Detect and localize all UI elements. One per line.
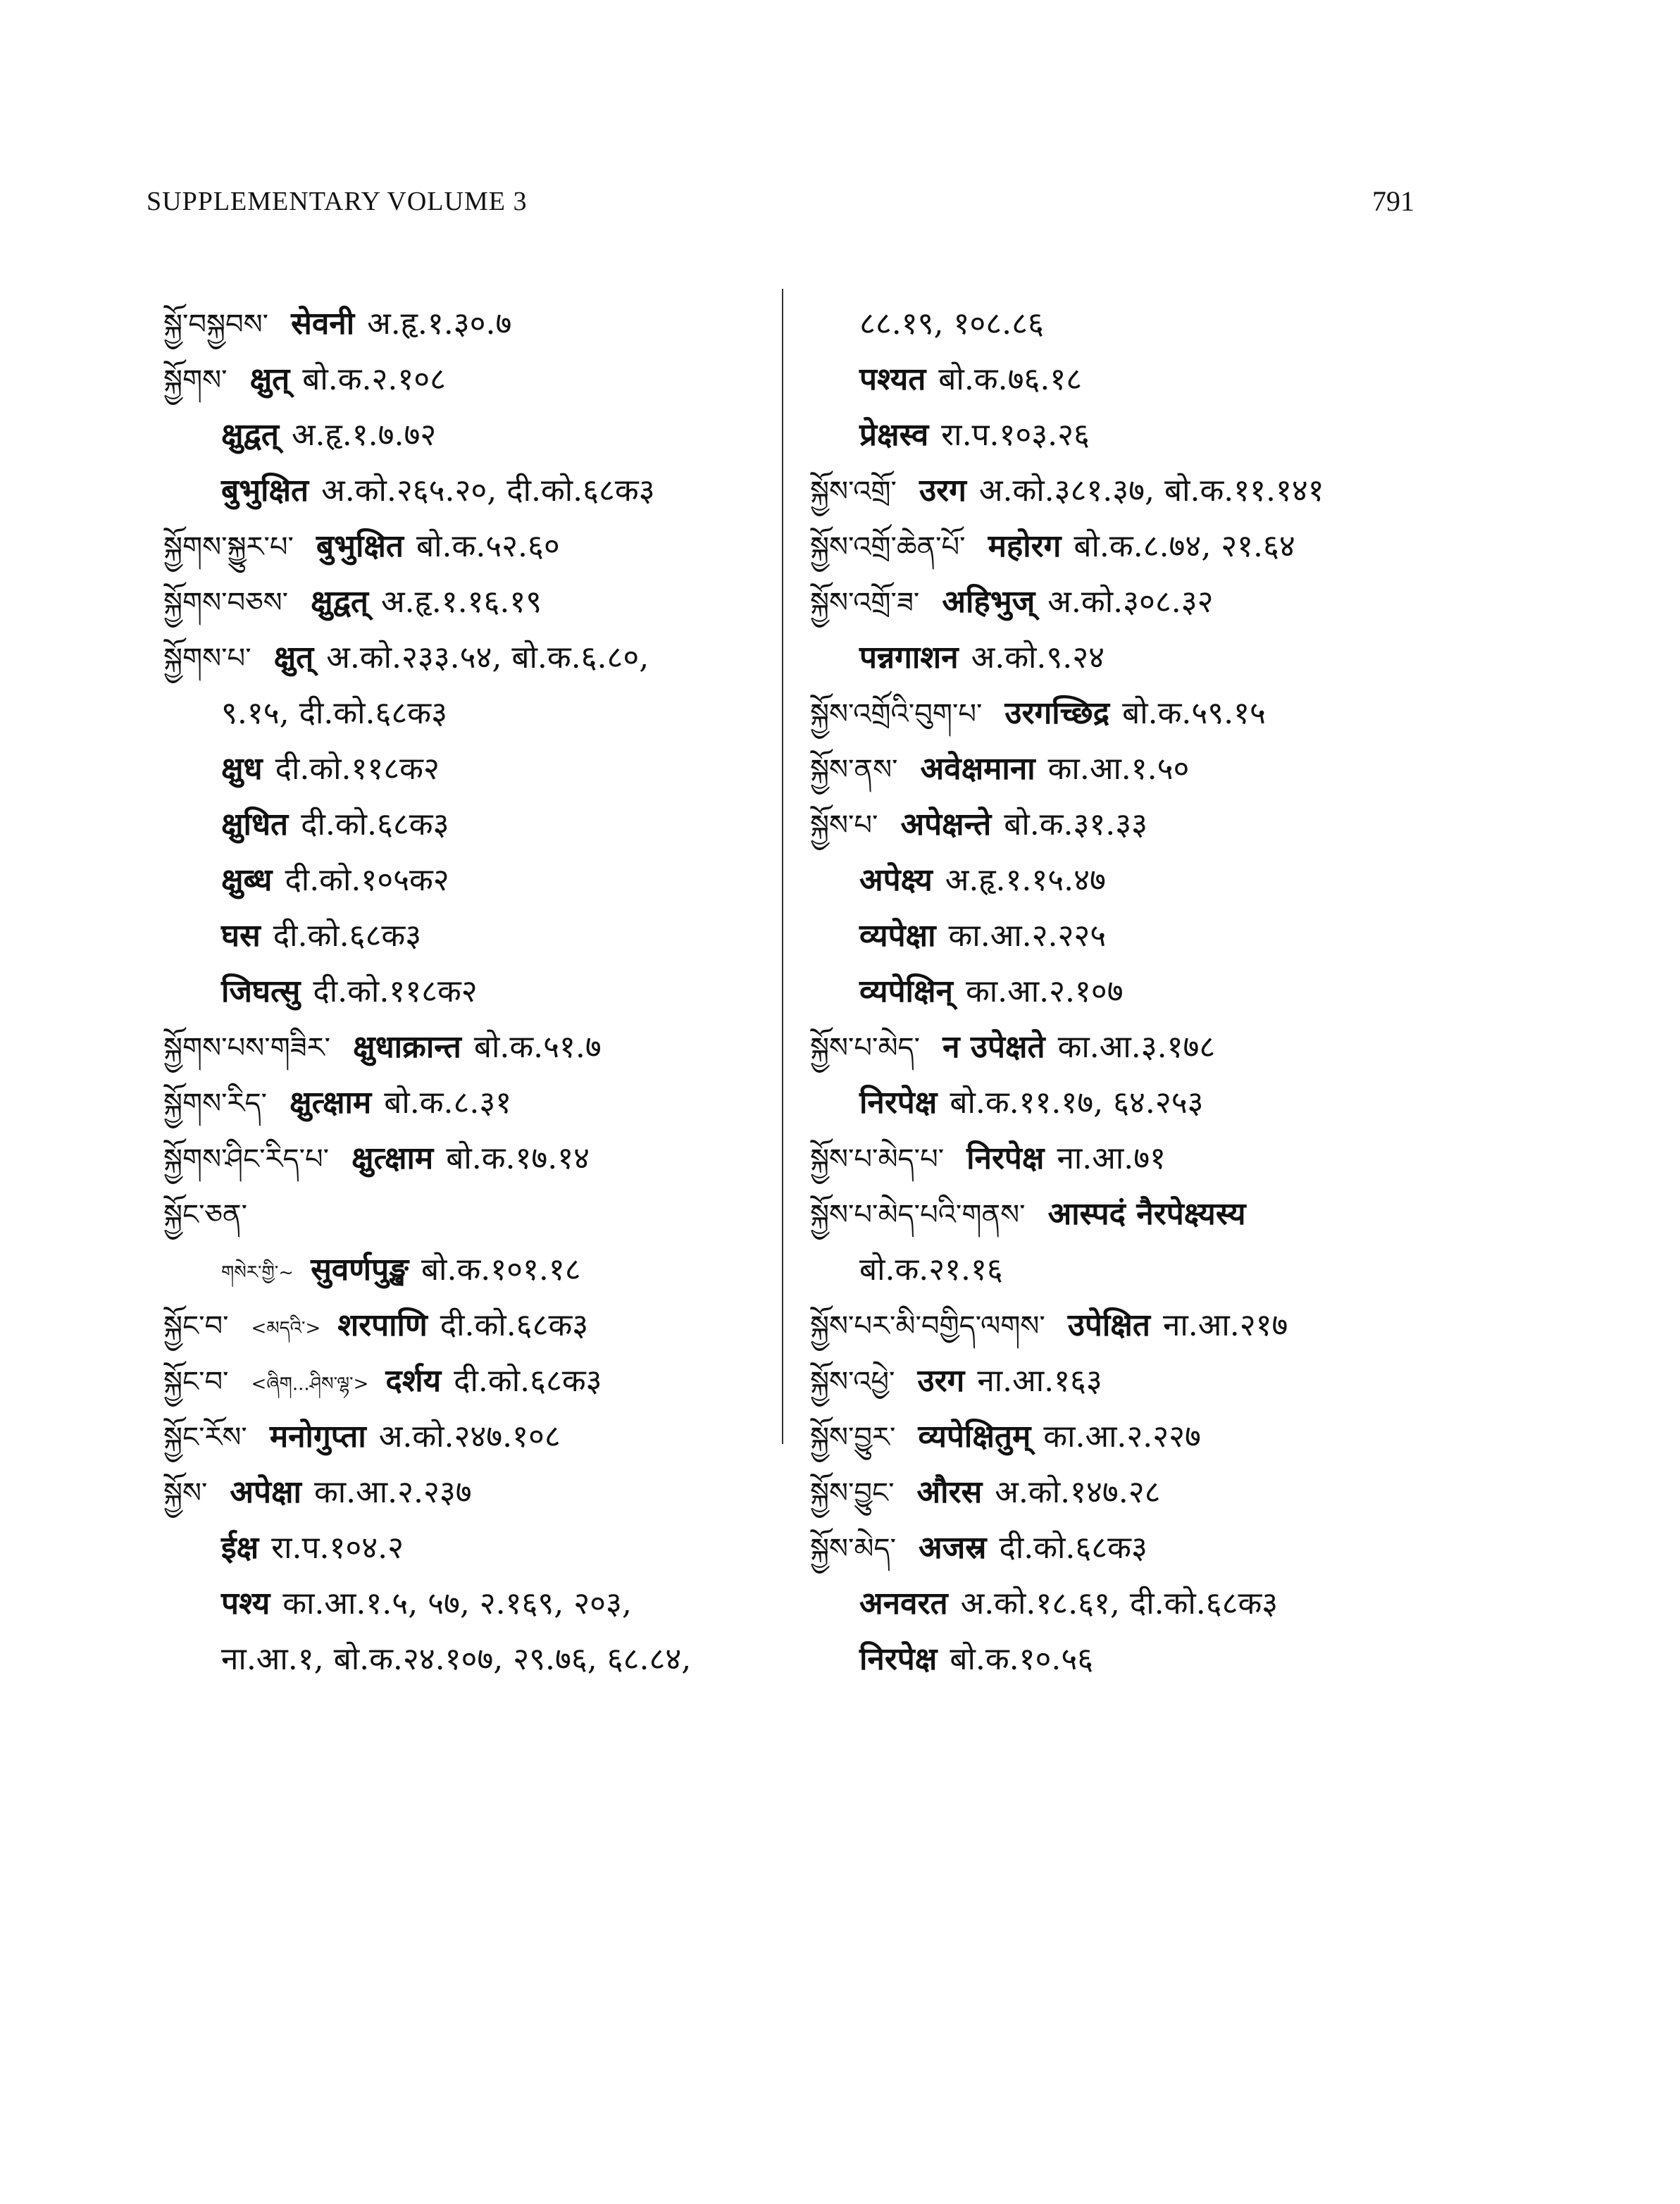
left-column bbox=[163, 296, 790, 1687]
dictionary-entry bbox=[163, 1186, 790, 1242]
sanskrit-equivalent: उरगच्छिद्र bbox=[1004, 695, 1110, 731]
tibetan-headword: སྐྱོས་པར་མི་བགྱིད་ལགས་ bbox=[810, 1310, 1045, 1343]
source-reference: अ.को.१४७.२८ bbox=[995, 1474, 1161, 1510]
sanskrit-equivalent: क्षुद्वत् bbox=[311, 584, 368, 620]
dictionary-entry bbox=[810, 1297, 1437, 1353]
tibetan-headword: སྐྱོ་བསྐྱབས་ bbox=[163, 309, 269, 341]
source-reference: बो.क.१०१.१८ bbox=[421, 1252, 581, 1288]
sub-entry bbox=[163, 741, 790, 797]
usage-note: གསེར་གྱི་~ bbox=[221, 1262, 294, 1283]
dictionary-entry bbox=[810, 685, 1437, 741]
source-reference: ना.आ.७१ bbox=[1057, 1140, 1166, 1176]
source-reference: दी.को.६८क३ bbox=[999, 1530, 1147, 1566]
tibetan-headword: སྐྱོགས་པ་ bbox=[163, 642, 251, 675]
sanskrit-equivalent: पश्यत bbox=[859, 361, 926, 397]
sanskrit-equivalent: पश्य bbox=[221, 1586, 270, 1621]
source-reference: अ.को.३८१.३७, बो.क.११.१४१ bbox=[978, 473, 1324, 509]
sub-entry bbox=[810, 1576, 1437, 1631]
tibetan-headword: སྐྱོགས་ bbox=[163, 364, 228, 397]
source-reference: अ.को.२४७.१०८ bbox=[378, 1419, 561, 1455]
sanskrit-equivalent: व्यपेक्षा bbox=[859, 918, 936, 954]
sanskrit-equivalent: न उपेक्षते bbox=[942, 1029, 1045, 1065]
tibetan-headword: སྐྱོས་ནས་ bbox=[810, 754, 898, 786]
sanskrit-equivalent: अपेक्षन्ते bbox=[900, 807, 992, 842]
source-reference: अ.को.२६५.२०, दी.को.६८क३ bbox=[321, 473, 655, 509]
sanskrit-equivalent: क्षुधाक्रान्त bbox=[353, 1029, 461, 1065]
tibetan-headword: སྐྱོང་བ་ bbox=[163, 1366, 229, 1398]
sanskrit-equivalent: सेवनी bbox=[291, 306, 355, 342]
sanskrit-equivalent: बुभुक्षित bbox=[316, 528, 404, 564]
source-reference: बो.क.१०.५६ bbox=[950, 1641, 1094, 1677]
source-reference: बो.क.८.३१ bbox=[384, 1085, 512, 1121]
tibetan-headword: སྐྱོས་འགྲོ་ bbox=[810, 475, 897, 508]
sanskrit-equivalent: दर्शय bbox=[385, 1363, 442, 1399]
sub-entry bbox=[810, 407, 1437, 463]
sanskrit-equivalent: क्षुत्क्षाम bbox=[290, 1085, 372, 1121]
sub-entry bbox=[810, 630, 1437, 685]
tibetan-headword: སྐྱོང་རོས་ bbox=[163, 1421, 247, 1454]
sub-entry bbox=[810, 1075, 1437, 1131]
dictionary-entry bbox=[810, 1464, 1437, 1520]
sub-entry bbox=[810, 296, 1437, 351]
dictionary-entry bbox=[810, 1520, 1437, 1576]
sanskrit-equivalent: प्रेक्षस्व bbox=[859, 417, 929, 453]
dictionary-entry bbox=[810, 1019, 1437, 1075]
dictionary-entry bbox=[163, 1297, 790, 1353]
tibetan-headword: སྐྱོས་འགྲོ་ཆེན་པོ་ bbox=[810, 531, 966, 564]
tibetan-headword: སྐྱོགས་སྐྱུར་པ་ bbox=[163, 531, 294, 564]
sub-entry bbox=[163, 964, 790, 1019]
dictionary-entry bbox=[810, 797, 1437, 852]
source-reference: बो.क.५२.६० bbox=[416, 528, 560, 564]
dictionary-entry bbox=[163, 574, 790, 630]
dictionary-entry bbox=[163, 1075, 790, 1131]
dictionary-entry bbox=[810, 463, 1437, 518]
sanskrit-equivalent: उरग bbox=[917, 1363, 965, 1399]
dictionary-entry bbox=[163, 630, 790, 685]
sanskrit-equivalent: अवेक्षमाना bbox=[920, 751, 1035, 787]
source-reference: रा.प.१०४.२ bbox=[271, 1530, 404, 1566]
source-reference: बो.क.११.१७, ६४.२५३ bbox=[950, 1085, 1204, 1121]
page-number: 791 bbox=[1372, 185, 1414, 217]
right-column bbox=[810, 296, 1437, 1687]
continuation-text: ९.१५, दी.को.६८क३ bbox=[221, 695, 447, 731]
sanskrit-equivalent: क्षुधित bbox=[221, 807, 289, 842]
tibetan-headword: སྐྱོས་པ་ bbox=[810, 809, 878, 842]
sanskrit-equivalent: निरपेक्ष bbox=[859, 1641, 938, 1677]
dictionary-entry bbox=[163, 296, 790, 351]
source-reference: अ.को.१८.६१, दी.को.६८क३ bbox=[960, 1586, 1278, 1621]
dictionary-entry bbox=[163, 1409, 790, 1464]
sanskrit-equivalent: क्षुध bbox=[221, 751, 263, 787]
sub-entry bbox=[163, 797, 790, 852]
dictionary-entry bbox=[810, 1409, 1437, 1464]
source-reference: बो.क.७६.१८ bbox=[938, 361, 1083, 397]
tibetan-headword: སྐྱོགས་པས་གཟིར་ bbox=[163, 1032, 331, 1064]
tibetan-headword: སྐྱོས་འགྲོའི་བུག་པ་ bbox=[810, 698, 983, 730]
sub-entry bbox=[163, 407, 790, 463]
source-reference: अ.को.९.२४ bbox=[971, 640, 1105, 675]
tibetan-headword: སྐྱོས་པ་མེད་པའི་གནས་ bbox=[810, 1199, 1026, 1231]
sanskrit-equivalent: सुवर्णपुङ्ख bbox=[311, 1252, 409, 1288]
sub-entry bbox=[163, 1520, 790, 1576]
tibetan-headword: སྐྱོས་པ་མེད་པ་ bbox=[810, 1143, 945, 1176]
sanskrit-equivalent: निरपेक्ष bbox=[966, 1140, 1045, 1176]
sanskrit-equivalent: महोरग bbox=[988, 528, 1062, 564]
sub-entry bbox=[810, 1242, 1437, 1297]
sub-entry bbox=[810, 908, 1437, 964]
source-reference: का.आ.२.१०७ bbox=[965, 973, 1124, 1009]
dictionary-entry bbox=[163, 1131, 790, 1186]
source-reference: बो.क.२.१०८ bbox=[302, 361, 446, 397]
source-reference: बो.क.१७.१४ bbox=[446, 1140, 590, 1176]
sanskrit-equivalent: शरपाणि bbox=[337, 1307, 428, 1343]
usage-note: <ཞིག...ཤིས་ལྷ་> bbox=[251, 1374, 369, 1395]
sanskrit-equivalent: आस्पदं नैरपेक्ष्यस्य bbox=[1047, 1196, 1246, 1232]
dictionary-entry bbox=[163, 351, 790, 407]
source-reference: दी.को.११८क२ bbox=[275, 751, 440, 787]
dictionary-entry bbox=[163, 1464, 790, 1520]
sanskrit-equivalent: व्यपेक्षितुम् bbox=[918, 1419, 1031, 1455]
sub-entry bbox=[163, 463, 790, 518]
sanskrit-equivalent: क्षुत् bbox=[273, 640, 314, 675]
sanskrit-equivalent: अपेक्ष्य bbox=[859, 862, 933, 898]
tibetan-headword: སྐྱོས་འཕྱེ་ bbox=[810, 1366, 895, 1398]
source-reference: ना.आ.१६३ bbox=[977, 1363, 1102, 1399]
source-reference: का.आ.२.२२५ bbox=[948, 918, 1107, 954]
sanskrit-equivalent: मनोगुप्ता bbox=[269, 1419, 366, 1455]
tibetan-headword: སྐྱོས་པ་མེད་ bbox=[810, 1032, 921, 1064]
source-reference: दी.को.१०५क२ bbox=[285, 862, 449, 898]
source-reference: अ.हृ.१.१६.१९ bbox=[380, 584, 542, 620]
source-reference: बो.क.८.७४, २१.६४ bbox=[1074, 528, 1295, 564]
dictionary-entry bbox=[810, 1186, 1437, 1242]
source-reference: का.आ.२.२२७ bbox=[1043, 1419, 1201, 1455]
dictionary-entry bbox=[810, 741, 1437, 797]
source-reference: अ.को.२३३.५४, बो.क.६.८०, bbox=[326, 640, 649, 675]
dictionary-entry bbox=[163, 1353, 790, 1409]
source-reference: दी.को.६८क३ bbox=[454, 1363, 602, 1399]
sub-entry bbox=[163, 852, 790, 908]
tibetan-headword: སྐྱོང་བ་ bbox=[163, 1310, 229, 1343]
tibetan-headword: སྐྱོས་བྱུར་ bbox=[810, 1421, 896, 1454]
sub-entry bbox=[163, 1242, 790, 1297]
sanskrit-equivalent: क्षुद्वत् bbox=[221, 417, 279, 453]
sanskrit-equivalent: पन्नगाशन bbox=[859, 640, 959, 675]
source-reference: बो.क.३१.३३ bbox=[1004, 807, 1148, 842]
tibetan-headword: སྐྱོགས་རིད་ bbox=[163, 1088, 268, 1120]
source-reference: दी.को.६८क३ bbox=[440, 1307, 589, 1343]
sub-entry bbox=[810, 1631, 1437, 1687]
running-header: SUPPLEMENTARY VOLUME 3 bbox=[147, 187, 528, 216]
dictionary-entry bbox=[810, 574, 1437, 630]
sanskrit-equivalent: उपेक्षित bbox=[1067, 1307, 1150, 1343]
sub-entry bbox=[810, 351, 1437, 407]
source-reference: ना.आ.२१७ bbox=[1162, 1307, 1288, 1343]
dictionary-entry bbox=[810, 518, 1437, 574]
sanskrit-equivalent: जिघत्सु bbox=[221, 973, 301, 1009]
source-reference: का.आ.१.५० bbox=[1047, 751, 1190, 787]
source-reference: का.आ.२.२३७ bbox=[313, 1474, 472, 1510]
tibetan-headword: སྐྱོགས་ཤིང་རིད་པ་ bbox=[163, 1143, 330, 1176]
tibetan-headword: སྐྱོས་མེད་ bbox=[810, 1533, 897, 1565]
source-reference: दी.को.११८क२ bbox=[313, 973, 478, 1009]
sub-entry bbox=[810, 964, 1437, 1019]
dictionary-entry bbox=[163, 518, 790, 574]
source-reference: अ.को.३०८.३२ bbox=[1047, 584, 1214, 620]
sanskrit-equivalent: ईक्ष bbox=[221, 1530, 259, 1566]
sub-entry bbox=[163, 908, 790, 964]
usage-note: <མདའི་> bbox=[251, 1318, 321, 1339]
sanskrit-equivalent: क्षुत्क्षाम bbox=[351, 1140, 434, 1176]
source-reference: अ.हृ.१.१५.४७ bbox=[945, 862, 1106, 898]
sub-entry bbox=[810, 852, 1437, 908]
sub-entry bbox=[163, 1631, 790, 1687]
sanskrit-equivalent: अनवरत bbox=[859, 1586, 948, 1621]
sanskrit-equivalent: क्षुब्ध bbox=[221, 862, 273, 898]
source-reference: का.आ.१.५, ५७, २.१६९, २०३, bbox=[282, 1586, 632, 1621]
tibetan-headword: སྐྱོགས་བཅས་ bbox=[163, 587, 289, 619]
dictionary-entry bbox=[810, 1131, 1437, 1186]
source-reference: बो.क.५९.१५ bbox=[1122, 695, 1266, 731]
tibetan-headword: སྐྱོས་བྱུང་ bbox=[810, 1477, 895, 1509]
source-reference: अ.हृ.१.७.७२ bbox=[291, 417, 437, 453]
sanskrit-equivalent: घस bbox=[221, 918, 261, 954]
sanskrit-equivalent: उरग bbox=[919, 473, 966, 509]
dictionary-entry bbox=[163, 1019, 790, 1075]
continuation-text: ना.आ.१, बो.क.२४.१०७, २९.७६, ६८.८४, bbox=[221, 1641, 692, 1677]
source-reference: बो.क.५१.७ bbox=[473, 1029, 602, 1065]
sanskrit-equivalent: अजस्र bbox=[919, 1530, 987, 1566]
continuation-text: बो.क.२१.१६ bbox=[859, 1252, 1003, 1288]
sanskrit-equivalent: क्षुत् bbox=[249, 361, 290, 397]
sub-entry bbox=[163, 685, 790, 741]
source-reference: दी.को.६८क३ bbox=[301, 807, 449, 842]
sanskrit-equivalent: निरपेक्ष bbox=[859, 1085, 938, 1121]
source-reference: दी.को.६८क३ bbox=[273, 918, 422, 954]
source-reference: रा.प.१०३.२६ bbox=[941, 417, 1090, 453]
tibetan-headword: སྐྱོས་ bbox=[163, 1477, 208, 1509]
sanskrit-equivalent: अहिभुज् bbox=[942, 584, 1035, 620]
tibetan-headword: སྐྱོས་འགྲོ་ཟ་ bbox=[810, 587, 920, 619]
source-reference: का.आ.३.१७८ bbox=[1057, 1029, 1216, 1065]
sanskrit-equivalent: औरस bbox=[916, 1474, 983, 1510]
dictionary-entry bbox=[810, 1353, 1437, 1409]
continuation-text: ८८.१९, १०८.८६ bbox=[859, 306, 1044, 342]
sub-entry bbox=[163, 1576, 790, 1631]
sanskrit-equivalent: अपेक्षा bbox=[230, 1474, 301, 1510]
source-reference: अ.हृ.१.३०.७ bbox=[367, 306, 512, 342]
sanskrit-equivalent: बुभुक्षित bbox=[221, 473, 309, 509]
tibetan-headword: སྐྱོང་ཅན་ bbox=[163, 1199, 247, 1231]
sanskrit-equivalent: व्यपेक्षिन् bbox=[859, 973, 953, 1009]
